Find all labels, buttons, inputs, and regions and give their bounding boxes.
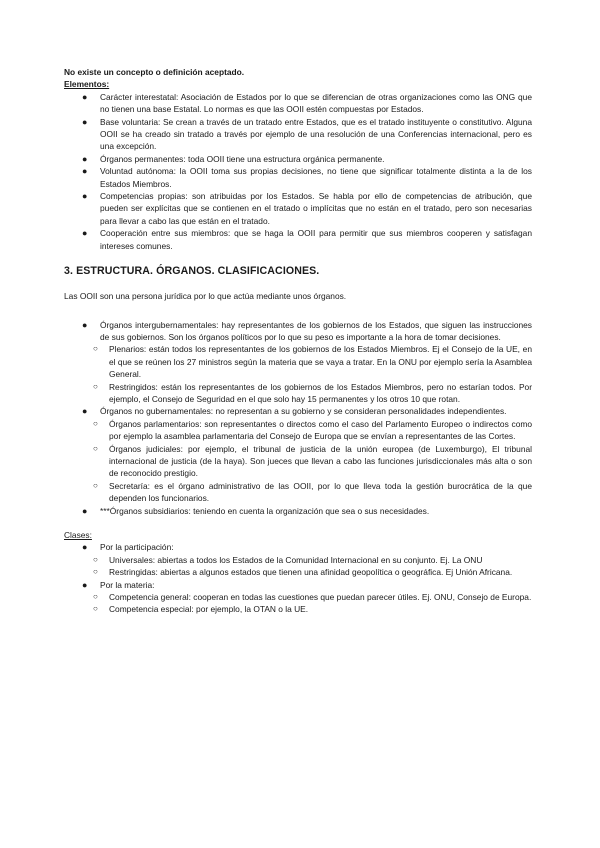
list-item: ● Órganos intergubernamentales: hay representantes de los gobiernos de los Estados, que siguen las instrucciones de sus gobiernos. Son los órganos políticos por lo que su peso es importante a la hora de tomar decisiones.	[82, 319, 532, 342]
bullet-icon: ●	[82, 319, 88, 330]
clases-list	[64, 579, 532, 591]
circle-bullet-icon: ○	[93, 592, 98, 602]
list-item: ● Carácter interestatal: Asociación de Estados por lo que se diferencian de otras organizaciones como las ONG que no tienen una base Estatal. Lo normas es que las OOII estén compuestas por Estados.	[82, 91, 532, 115]
circle-bullet-icon: ○	[93, 480, 98, 490]
document-page	[64, 66, 532, 616]
list-item: ● Por la participación:	[82, 542, 174, 553]
sublist-item: ○ Plenarios: están todos los representantes de los gobiernos de los Estados Miembros. Ej el Consejo de la UE, en el que se reúnen los 27 ministros según la materia que se vaya a tratar. En la ONU por ejemplo sería la Asamblea General.	[93, 344, 532, 380]
organos-list	[64, 505, 532, 517]
list-item: ● Órganos permanentes: toda OOII tiene una estructura orgánica permanente.	[82, 153, 385, 164]
circle-bullet-icon: ○	[93, 554, 98, 564]
bullet-icon: ●	[82, 91, 88, 102]
circle-bullet-icon: ○	[93, 604, 98, 614]
list-item: ● Base voluntaria: Se crean a través de un tratado entre Estados, que es el tratado instituyente o constitutivo. Alguna OOII se ha creado sin tratado a través por ejemplo de una resolución de una Conferencias internacional, pero es una excepción.	[82, 116, 532, 152]
sublist-item: ○ Órganos judiciales: por ejemplo, el tribunal de justicia de la unión europea (de Luxemburgo), El tribunal internacional de justicia (de la haya). Son jueces que llevan a cabo las funciones jurisdiccionales más alta o son de reconocido prestigio.	[93, 443, 532, 479]
organos-list	[64, 405, 532, 417]
sublist-item: ○ Restringidos: están los representantes de los gobiernos de los Estados Miembros, pero no estarían todos. Por ejemplo, el Consejo de Seguridad en el que solo hay 15 permanentes y los otros 10 que rotan.	[93, 381, 532, 404]
bullet-icon: ●	[82, 116, 88, 127]
elementos-list	[64, 91, 532, 252]
circle-bullet-icon: ○	[93, 381, 98, 391]
sublist-item: ○ Órganos parlamentarios: son representantes o directos como el caso del Parlamento Europeo o indirectos como por ejemplo la asamblea parlamentaria del Consejo de Europa que se envían a representantes de las Cortes.	[93, 418, 532, 442]
clases-list	[64, 541, 532, 553]
circle-bullet-icon: ○	[93, 418, 98, 428]
sublist-item: ○ Competencia especial: por ejemplo, la OTAN o la UE.	[93, 604, 309, 615]
clases-sublist	[64, 591, 532, 616]
list-item: ● Competencias propias: son atribuidas por los Estados. Se habla por ello de competencias de atribución, que pueden ser explícitas que se contienen en el tratado o implícitas que no están en el tratado, pero son necesarias para llevar a cabo las que están en el tratado.	[82, 191, 532, 226]
list-item: ● Voluntad autónoma: la OOII toma sus propias decisiones, no tiene que significar totalmente distinta a la de los Estados Miembros.	[82, 166, 532, 189]
organos-sublist	[64, 418, 532, 505]
bullet-icon: ●	[82, 228, 88, 239]
section-intro: Las OOII son una persona jurídica por lo que actúa mediante unos órganos.	[64, 291, 347, 302]
bullet-icon: ●	[82, 505, 88, 516]
organos-list	[64, 319, 532, 344]
sublist-item: ○ Competencia general: cooperan en todas las cuestiones que puedan parecer útiles. Ej. ONU, Consejo de Europa.	[93, 592, 532, 603]
organos-sublist	[64, 343, 532, 405]
bullet-icon: ●	[82, 542, 88, 553]
circle-bullet-icon: ○	[93, 443, 98, 453]
section-heading: 3. ESTRUCTURA. ÓRGANOS. CLASIFICACIONES.	[64, 265, 320, 278]
bullet-icon: ●	[82, 579, 88, 590]
list-item: ● Por la materia:	[82, 579, 155, 590]
bullet-icon: ●	[82, 406, 88, 417]
sublist-item: ○ Universales: abiertas a todos los Estados de la Comunidad Internacional en su conjunto. Ej. La ONU	[93, 554, 483, 565]
elementos-title: Elementos:	[64, 79, 110, 90]
clases-sublist	[64, 554, 532, 579]
list-item: ● Cooperación entre sus miembros: que se haga la OOII para permitir que sus miembros cooperen y satisfagan intereses comunes.	[82, 228, 532, 251]
clases-title: Clases:	[64, 530, 92, 540]
sublist-item: ○ Restringidas: abiertas a algunos estados que tienen una afinidad geopolítica o geográfica. Ej Unión Africana.	[93, 567, 513, 578]
bullet-icon: ●	[82, 153, 88, 164]
list-item: ● ***Órganos subsidiarios: teniendo en cuenta la organización que sea o sus necesidades.	[82, 505, 430, 516]
circle-bullet-icon: ○	[93, 344, 98, 354]
bullet-icon: ●	[82, 166, 88, 177]
sublist-item: ○ Secretaría: es el órgano administrativo de las OOII, por lo que lleva toda la gestión burocrática de la que dependen los funcionarios.	[93, 480, 532, 504]
list-item: ● Órganos no gubernamentales: no representan a su gobierno y se consideran personalidades independientes.	[82, 406, 507, 417]
no-concept-line: No existe un concepto o definición aceptado.	[64, 67, 245, 77]
bullet-icon: ●	[82, 191, 88, 202]
circle-bullet-icon: ○	[93, 567, 98, 577]
